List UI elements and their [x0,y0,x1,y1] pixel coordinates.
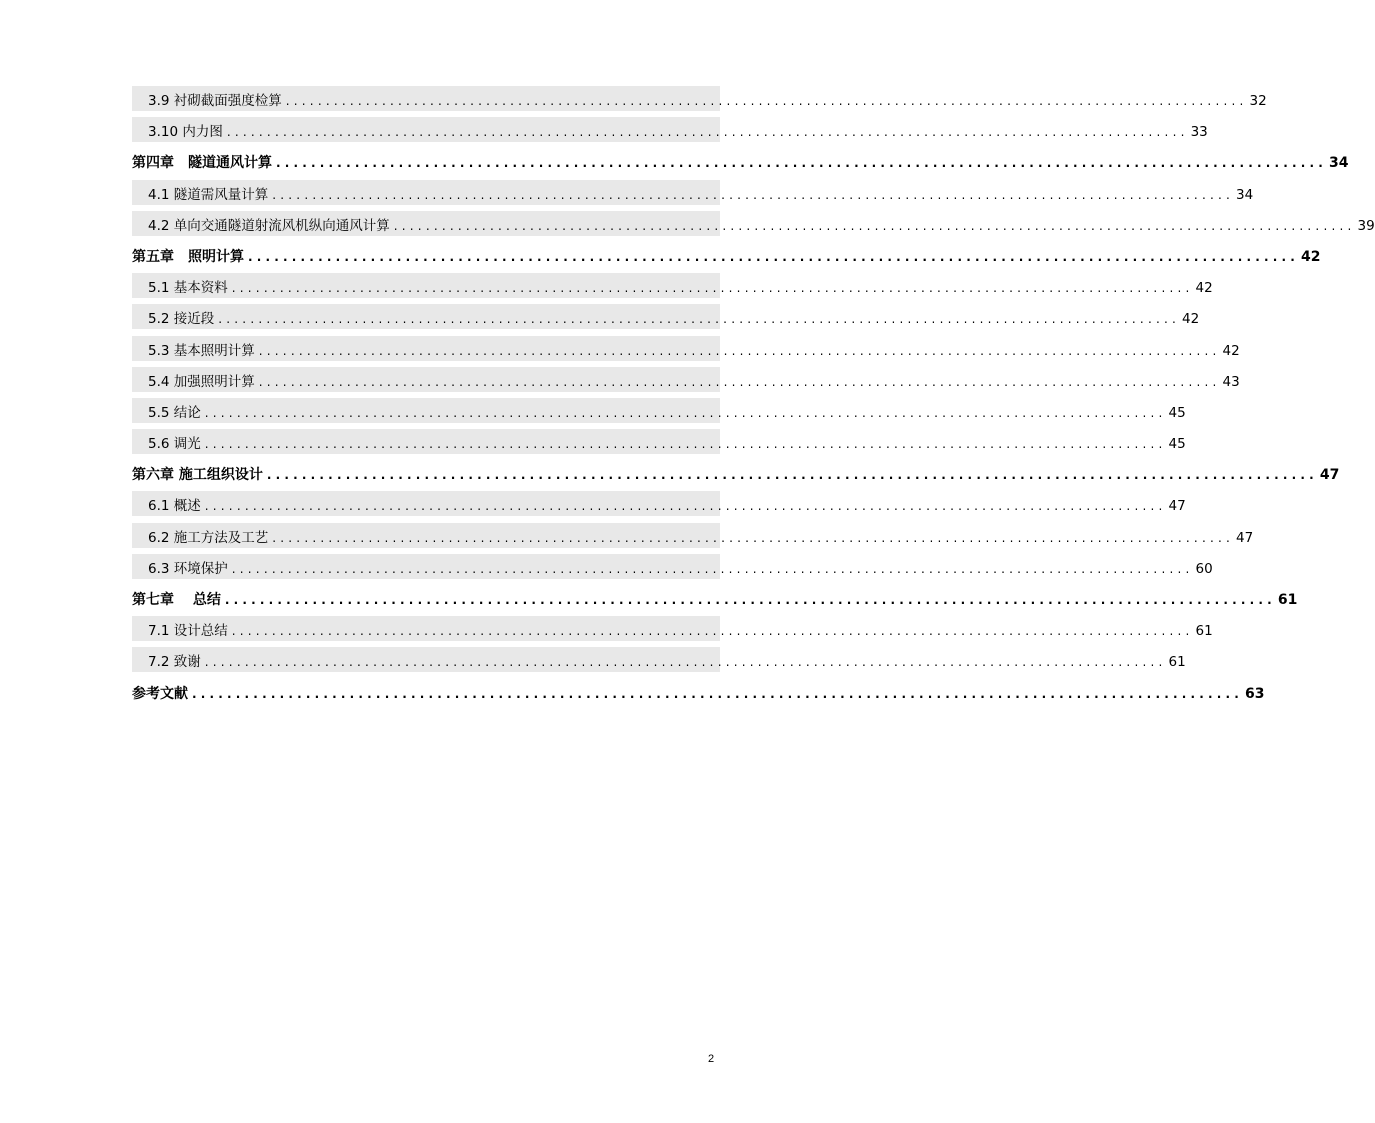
toc-entry-title: 4.2 单向交通隧道射流风机纵向通风计算 [148,217,390,234]
dot-leader: ........................................................................................................................ [226,125,1189,140]
toc-entry-page: 47 [1319,467,1340,484]
dot-leader: ........................................................................................................................ [276,156,1328,171]
toc-entry-page: 63 [1245,685,1265,702]
toc-entry-page: 33 [1190,124,1208,141]
dot-leader: ........................................................................................................................ [204,499,1167,514]
toc-entry-title: 3.10 内力图 [148,124,223,141]
dot-leader: ........................................................................................................................ [393,218,1356,233]
toc-entry-page: 42 [1195,280,1213,297]
toc-entry-page: 43 [1222,373,1240,390]
toc-section-entry[interactable] [132,273,1213,298]
toc-section-entry[interactable] [132,647,1186,672]
toc-entry-title: 5.6 调光 [148,436,201,453]
toc-section-entry[interactable] [132,429,1186,454]
toc-section-entry[interactable] [132,616,1213,641]
toc-entry-title: 第五章 照明计算 [132,248,244,265]
toc-chapter-entry[interactable] [132,460,1340,485]
toc-entry-title: 参考文献 [132,685,188,702]
dot-leader: ........................................................................................................................ [272,530,1234,545]
toc-entry-title: 6.2 施工方法及工艺 [148,529,269,546]
dot-leader: ........................................................................................................................ [204,655,1167,670]
toc-entry-page: 47 [1236,529,1254,546]
dot-leader: ........................................................................................................................ [272,187,1234,202]
toc-entry-page: 42 [1301,248,1321,265]
toc-section-entry[interactable] [132,86,1267,111]
toc-entry-page: 47 [1168,498,1186,515]
toc-entry-title: 5.4 加强照明计算 [148,373,255,390]
toc-entry-title: 6.1 概述 [148,498,201,515]
table-of-contents [132,86,1375,710]
toc-entry-page: 32 [1249,93,1267,109]
dot-leader: ........................................................................................................................ [231,624,1194,639]
toc-entry-title: 7.2 致谢 [148,654,201,671]
toc-entry-page: 45 [1168,436,1186,453]
dot-leader: ........................................................................................................................ [258,374,1221,389]
toc-section-entry[interactable] [132,554,1213,579]
toc-section-entry[interactable] [132,398,1186,423]
toc-section-entry[interactable] [132,491,1186,516]
dot-leader: ........................................................................................................................ [258,343,1221,358]
toc-entry-page: 42 [1222,342,1240,359]
toc-entry-page: 61 [1277,592,1298,608]
toc-chapter-entry[interactable] [132,242,1321,267]
toc-entry-page: 61 [1168,654,1186,671]
toc-chapter-entry[interactable] [132,148,1349,173]
toc-entry-page: 60 [1195,560,1213,577]
toc-section-entry[interactable] [132,367,1240,392]
toc-entry-title: 4.1 隧道需风量计算 [148,186,269,203]
toc-section-entry[interactable] [132,180,1254,205]
toc-entry-title: 3.9 衬砌截面强度检算 [148,93,282,109]
toc-entry-page: 45 [1168,404,1186,421]
toc-entry-title: 7.1 设计总结 [148,623,228,640]
toc-entry-page: 34 [1329,155,1349,172]
toc-entry-title: 第七章 总结 [132,592,221,608]
toc-entry-page: 61 [1195,623,1213,640]
page-number: 2 [708,1053,715,1065]
toc-entry-title: 5.5 结论 [148,404,201,421]
dot-leader: ........................................................................................................................ [204,437,1167,452]
dot-leader: ........................................................................................................................ [266,468,1318,483]
toc-entry-title: 5.1 基本资料 [148,280,228,297]
toc-section-entry[interactable] [132,211,1375,236]
toc-chapter-entry[interactable] [132,679,1265,704]
toc-chapter-entry[interactable] [132,585,1298,610]
toc-entry-title: 5.3 基本照明计算 [148,342,255,359]
dot-leader: ........................................................................................................................ [218,312,1180,327]
dot-leader: ........................................................................................................................ [231,281,1194,296]
toc-section-entry[interactable] [132,304,1200,329]
toc-entry-title: 6.3 环境保护 [148,560,228,577]
toc-entry-page: 42 [1182,311,1200,328]
dot-leader: ........................................................................................................................ [231,561,1194,576]
toc-section-entry[interactable] [132,117,1208,142]
dot-leader: ........................................................................................................................ [224,593,1276,607]
toc-section-entry[interactable] [132,336,1240,361]
dot-leader: ........................................................................................................................ [285,94,1248,108]
toc-entry-page: 39 [1357,217,1375,234]
toc-section-entry[interactable] [132,523,1254,548]
toc-entry-page: 34 [1236,186,1254,203]
toc-entry-title: 第四章 隧道通风计算 [132,155,272,172]
toc-entry-title: 第六章 施工组织设计 [132,467,263,484]
dot-leader: ........................................................................................................................ [192,686,1244,701]
toc-entry-title: 5.2 接近段 [148,311,215,328]
dot-leader: ........................................................................................................................ [248,249,1300,264]
dot-leader: ........................................................................................................................ [204,405,1167,420]
